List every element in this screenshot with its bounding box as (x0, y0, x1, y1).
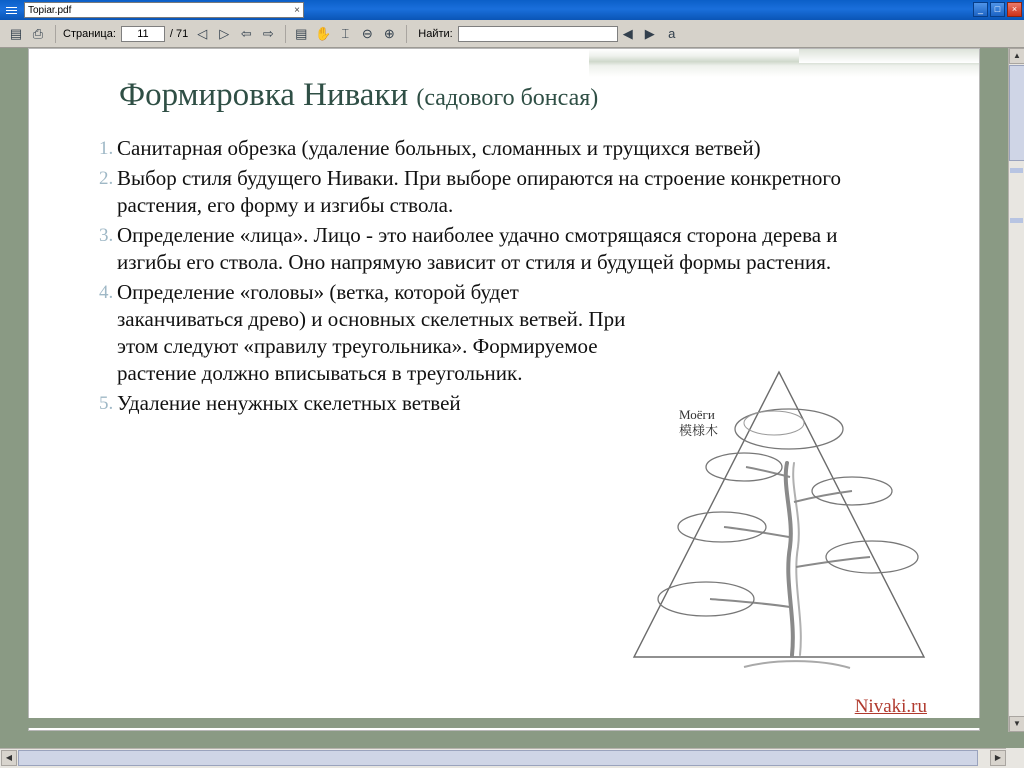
list-item-number: 1. (99, 138, 114, 159)
list-item-number: 3. (99, 225, 114, 246)
list-item (75, 222, 935, 276)
scroll-left-arrow[interactable]: ◀ (1, 750, 17, 766)
page-total-label: / 71 (169, 27, 189, 40)
document-tab[interactable] (24, 2, 304, 18)
find-previous-icon[interactable]: ◀ (622, 25, 633, 41)
list-item-number: 5. (99, 393, 114, 414)
vertical-scroll-thumb[interactable] (1009, 65, 1024, 161)
list-item-text: Определение «лица». Лицо - это наиболее удачно смотрящаяся сторона дерева и изгибы его ствола. Оно напрямую зависит от стиля и будущей формы растения. (117, 223, 838, 274)
watermark-nivaki: Nivaki.ru (854, 696, 927, 717)
next-page-icon[interactable]: ⇨ (262, 25, 274, 41)
find-label: Найти: (418, 27, 453, 40)
list-item (75, 135, 935, 162)
page-label: Страница: (63, 27, 116, 40)
close-button[interactable]: × (1007, 2, 1022, 17)
niwaki-drawing (624, 367, 944, 712)
pdf-page (28, 48, 980, 731)
tab-close-icon[interactable]: × (294, 4, 300, 16)
scrollbar-corner (1006, 748, 1024, 768)
slide-title (119, 77, 949, 114)
read-aloud-icon[interactable]: a (668, 26, 676, 41)
document-tab-label: Topiar.pdf (28, 4, 72, 16)
window-controls (973, 2, 1022, 17)
style-name-label (679, 407, 718, 439)
save-icon[interactable]: ▤ (295, 25, 308, 41)
list-item-number: 4. (99, 282, 114, 303)
page-number-input[interactable] (121, 26, 165, 42)
scroll-marker (1010, 218, 1023, 223)
scroll-down-arrow[interactable]: ▼ (1009, 716, 1024, 732)
list-item (75, 165, 935, 219)
vertical-scrollbar[interactable] (1008, 48, 1024, 732)
find-input[interactable] (458, 26, 618, 42)
previous-view-icon[interactable]: ◁ (197, 25, 208, 41)
scroll-right-arrow[interactable]: ▶ (990, 750, 1006, 766)
toolbar-separator-3 (406, 25, 407, 43)
horizontal-scrollbar[interactable] (0, 748, 1024, 768)
list-item-number: 2. (99, 168, 114, 189)
toolbar-separator-2 (285, 25, 286, 43)
slide-decoration-band (589, 49, 979, 77)
minimize-button[interactable]: _ (973, 2, 988, 17)
next-view-icon[interactable]: ▷ (219, 25, 230, 41)
style-name-kanji: 模様木 (679, 423, 719, 438)
hamburger-menu-icon[interactable] (2, 1, 20, 19)
maximize-button[interactable]: □ (990, 2, 1005, 17)
list-item-text: Санитарная обрезка (удаление больных, сломанных и трущихся ветвей) (117, 136, 761, 160)
select-tool-icon[interactable]: ⌶ (341, 25, 350, 41)
list-item-text: Выбор стиля будущего Ниваки. При выборе опираются на строение конкретного растения, его форму и изгибы ствола. (117, 166, 841, 217)
list-item-text: Удаление ненужных скелетных ветвей (117, 391, 461, 415)
print-icon[interactable]: ⎙ (32, 25, 44, 41)
slide-title-sub: (садового бонсая) (416, 85, 599, 111)
list-item-text: Определение «головы» (ветка, которой будет заканчиваться древо) и основных скелетных ветвей. При этом следуют «правилу треугольника». Формируемое растение должно вписываться в треугольник. (117, 280, 626, 385)
toolbar-separator (55, 25, 56, 43)
title-bar (0, 0, 1024, 20)
niwaki-illustration (624, 367, 944, 712)
new-document-icon[interactable]: ▤ (9, 25, 23, 41)
zoom-out-icon[interactable]: ⊖ (361, 25, 373, 41)
pdf-toolbar (0, 20, 1024, 48)
zoom-in-icon[interactable]: ⊕ (383, 25, 395, 41)
slide-title-main: Формировка Ниваки (119, 77, 409, 113)
scroll-up-arrow[interactable]: ▲ (1009, 48, 1024, 64)
hand-tool-icon[interactable]: ✋ (315, 25, 332, 41)
document-viewport[interactable] (0, 48, 1024, 748)
viewer-status-strip (0, 718, 1008, 728)
scroll-marker (1010, 168, 1023, 173)
find-next-icon[interactable]: ▶ (644, 25, 655, 41)
previous-page-icon[interactable]: ⇦ (240, 25, 252, 41)
horizontal-scroll-thumb[interactable] (18, 750, 978, 766)
style-name-romaji: Моёги (679, 407, 715, 422)
